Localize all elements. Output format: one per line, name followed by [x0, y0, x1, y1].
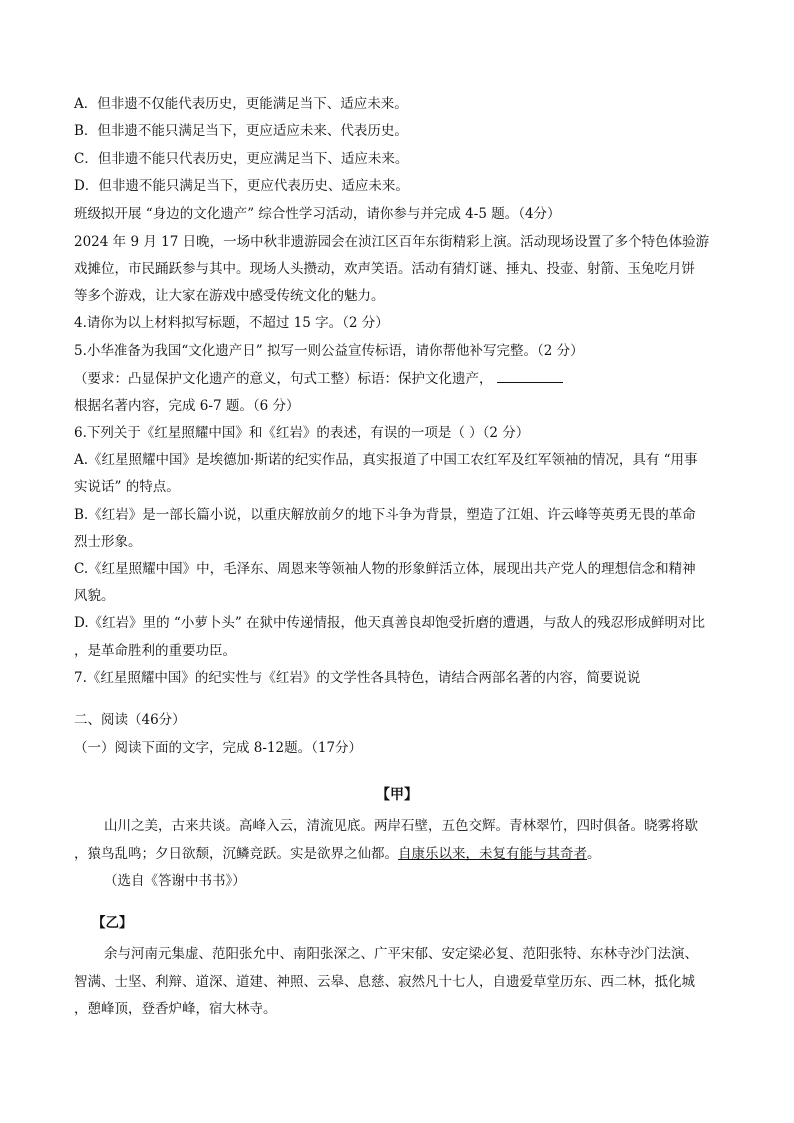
- subsection-1-heading: （一）阅读下面的文字，完成 8-12题。（17分）: [74, 740, 363, 756]
- passage-yi-title: 【乙】: [92, 915, 133, 931]
- q6-option-a-line-1: A.《红星照耀中国》是埃德加·斯诺的纪实作品，真实报道了中国工农红军及红军领袖的情况，具有 “用事: [74, 452, 698, 468]
- activity-intro: 班级拟开展 “身边的文化遗产” 综合性学习活动，请你参与并完成 4-5 题。（4分）: [74, 206, 561, 222]
- underlined-sentence: 自康乐以来，未复有能与其奇者: [398, 846, 587, 862]
- answer-blank[interactable]: [497, 368, 563, 383]
- passage-yi-line-3: ，憩峰顶，登香炉峰，宿大林寺。: [74, 1001, 277, 1017]
- q6-option-c-line-1: C.《红星照耀中国》中，毛泽东、周恩来等领袖人物的形象鲜活立体，展现出共产党人的理想信念和精神: [74, 561, 696, 577]
- q6-option-b-line-2: 烈士形象。: [74, 534, 142, 550]
- material-line-1: 2024 年 9 月 17 日晚，一场中秋非遗游园会在浈江区百年东街精彩上演。活动现场设置了多个特色体验游: [74, 234, 710, 250]
- passage-yi-line-2: 智满、士坚、利辩、道深、道建、神照、云皋、息慈、寂然凡十七人，自遗爱草堂历东、西二林，抵化城: [74, 974, 695, 990]
- q6-option-d-line-1: D.《红岩》里的 “小萝卜头” 在狱中传递情报，他天真善良却饱受折磨的遭遇，与敌人的残忍形成鲜明对比: [74, 615, 706, 631]
- q6-option-a-line-2: 实说话” 的特点。: [74, 479, 180, 495]
- question-5-requirement: [74, 368, 563, 389]
- q6-option-b-line-1: B.《红岩》是一部长篇小说，以重庆解放前夕的地下斗争为背景，塑造了江姐、许云峰等英勇无畏的革命: [74, 507, 696, 523]
- question-4: 4.请你为以上材料拟写标题，不超过 15 字。（2 分）: [74, 315, 389, 331]
- section-reading-heading: 二、阅读（46分）: [74, 712, 186, 728]
- option-b: B．但非遗不能只满足当下，更应适应未来、代表历史。: [74, 123, 408, 139]
- period: 。: [587, 846, 601, 862]
- passage-jia-title: 【甲】: [376, 787, 418, 803]
- q6-option-d-line-2: ，是革命胜利的重要功臣。: [74, 643, 236, 659]
- question-6: 6.下列关于《红星照耀中国》和《红岩》的表述，有误的一项是（ ）（2 分）: [74, 425, 530, 441]
- books-intro: 根据名著内容，完成 6-7 题。（6 分）: [74, 398, 300, 414]
- passage-yi-line-1: 余与河南元集虚、范阳张允中、南阳张深之、广平宋郁、安定梁必复、范阳张特、东林寺沙门法演、: [104, 946, 698, 962]
- passage-jia-text: ，猿鸟乱鸣；夕日欲颓，沉鳞竞跃。实是欲界之仙都。: [74, 846, 398, 862]
- material-line-3: 等多个游戏，让大家在游戏中感受传统文化的魅力。: [74, 288, 385, 304]
- requirement-text: （要求：凸显保护文化遗产的意义，句式工整）标语：保护文化遗产，: [74, 371, 493, 387]
- question-5: 5.小华准备为我国“文化遗产日” 拟写一则公益宣传标语，请你帮他补写完整。（2 分）: [74, 343, 584, 359]
- option-c: C．但非遗不能只代表历史，更应满足当下、适应未来。: [74, 151, 409, 167]
- question-7: 7.《红星照耀中国》的纪实性与《红岩》的文学性各具特色，请结合两部名著的内容，简要说说: [74, 670, 641, 686]
- passage-jia-line-1: 山川之美，古来共谈。高峰入云，清流见底。两岸石壁，五色交辉。青林翠竹，四时俱备。晓雾将歇: [104, 818, 698, 834]
- passage-jia-line-2: [74, 844, 601, 864]
- option-a: A．但非遗不仅能代表历史，更能满足当下、适应未来。: [74, 96, 408, 112]
- material-line-2: 戏摊位，市民踊跃参与其中。现场人头攒动，欢声笑语。活动有猜灯谜、捶丸、投壶、射箭、玉兔吃月饼: [74, 261, 695, 277]
- q6-option-c-line-2: 风貌。: [74, 588, 115, 604]
- option-d: D．但非遗不能只满足当下，更应代表历史、适应未来。: [74, 178, 409, 194]
- passage-jia-source: （选自《答谢中书书》）: [104, 873, 246, 889]
